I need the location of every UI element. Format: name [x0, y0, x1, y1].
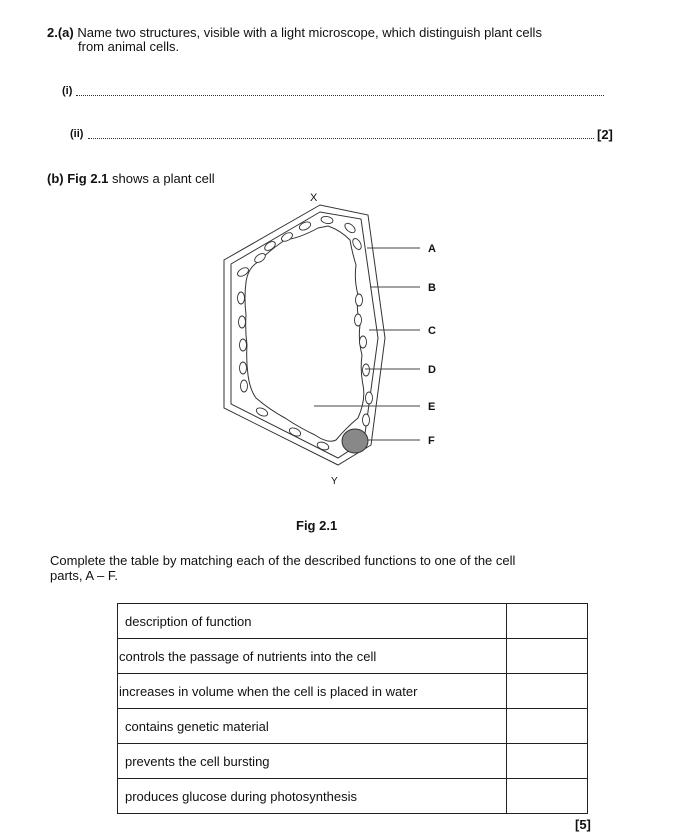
table-cell-answer[interactable]	[507, 639, 588, 674]
nucleus	[342, 429, 368, 453]
table-cell-description: contains genetic material	[118, 709, 507, 744]
part-b-label: (b)	[47, 171, 64, 186]
label-b: B	[428, 282, 436, 294]
label-y: Y	[331, 476, 338, 487]
table-cell-description: prevents the cell bursting	[118, 744, 507, 779]
instruction-line1: Complete the table by matching each of the described functions to one of the cell	[50, 553, 516, 568]
function-table	[117, 603, 588, 814]
part-b-fig-ref: Fig 2.1	[67, 171, 109, 186]
table-row	[118, 674, 588, 709]
answer-ii-label: (ii)	[70, 128, 84, 140]
figure-caption: Fig 2.1	[296, 518, 338, 533]
label-lines	[314, 248, 420, 440]
label-x: X	[310, 192, 318, 204]
table-cell-description: increases in volume when the cell is placed in water	[118, 674, 507, 709]
cell-membrane	[231, 212, 378, 458]
part-a-text-line1: Name two structures, visible with a light microscope, which distinguish plant cells	[77, 25, 542, 40]
part-a-marks: [2]	[597, 127, 613, 142]
table-row	[118, 639, 588, 674]
table-cell-answer[interactable]	[507, 744, 588, 779]
label-f: F	[428, 435, 435, 447]
table-header-row	[118, 604, 588, 639]
answer-i-label: (i)	[62, 85, 73, 97]
table-cell-answer[interactable]	[507, 779, 588, 814]
question-number-text: 2.	[47, 25, 58, 40]
table-cell-description: controls the passage of nutrients into the cell	[118, 639, 507, 674]
label-a: A	[428, 243, 436, 255]
table-cell-answer[interactable]	[507, 709, 588, 744]
part-b-text: shows a plant cell	[112, 171, 215, 186]
table-cell-description: description of function	[118, 604, 507, 639]
label-d: D	[428, 364, 436, 376]
table-cell-answer[interactable]	[507, 674, 588, 709]
table-row	[118, 744, 588, 779]
instruction-line2: parts, A – F.	[50, 568, 118, 583]
table-cell-description: produces glucose during photosynthesis	[118, 779, 507, 814]
table-cell-answer[interactable]	[507, 604, 588, 639]
table-row	[118, 779, 588, 814]
part-b-marks: [5]	[575, 817, 591, 832]
part-a-text-line2: from animal cells.	[78, 39, 180, 54]
part-a-label: (a)	[57, 25, 74, 40]
label-c: C	[428, 325, 436, 337]
table-row	[118, 709, 588, 744]
label-e: E	[428, 401, 436, 413]
